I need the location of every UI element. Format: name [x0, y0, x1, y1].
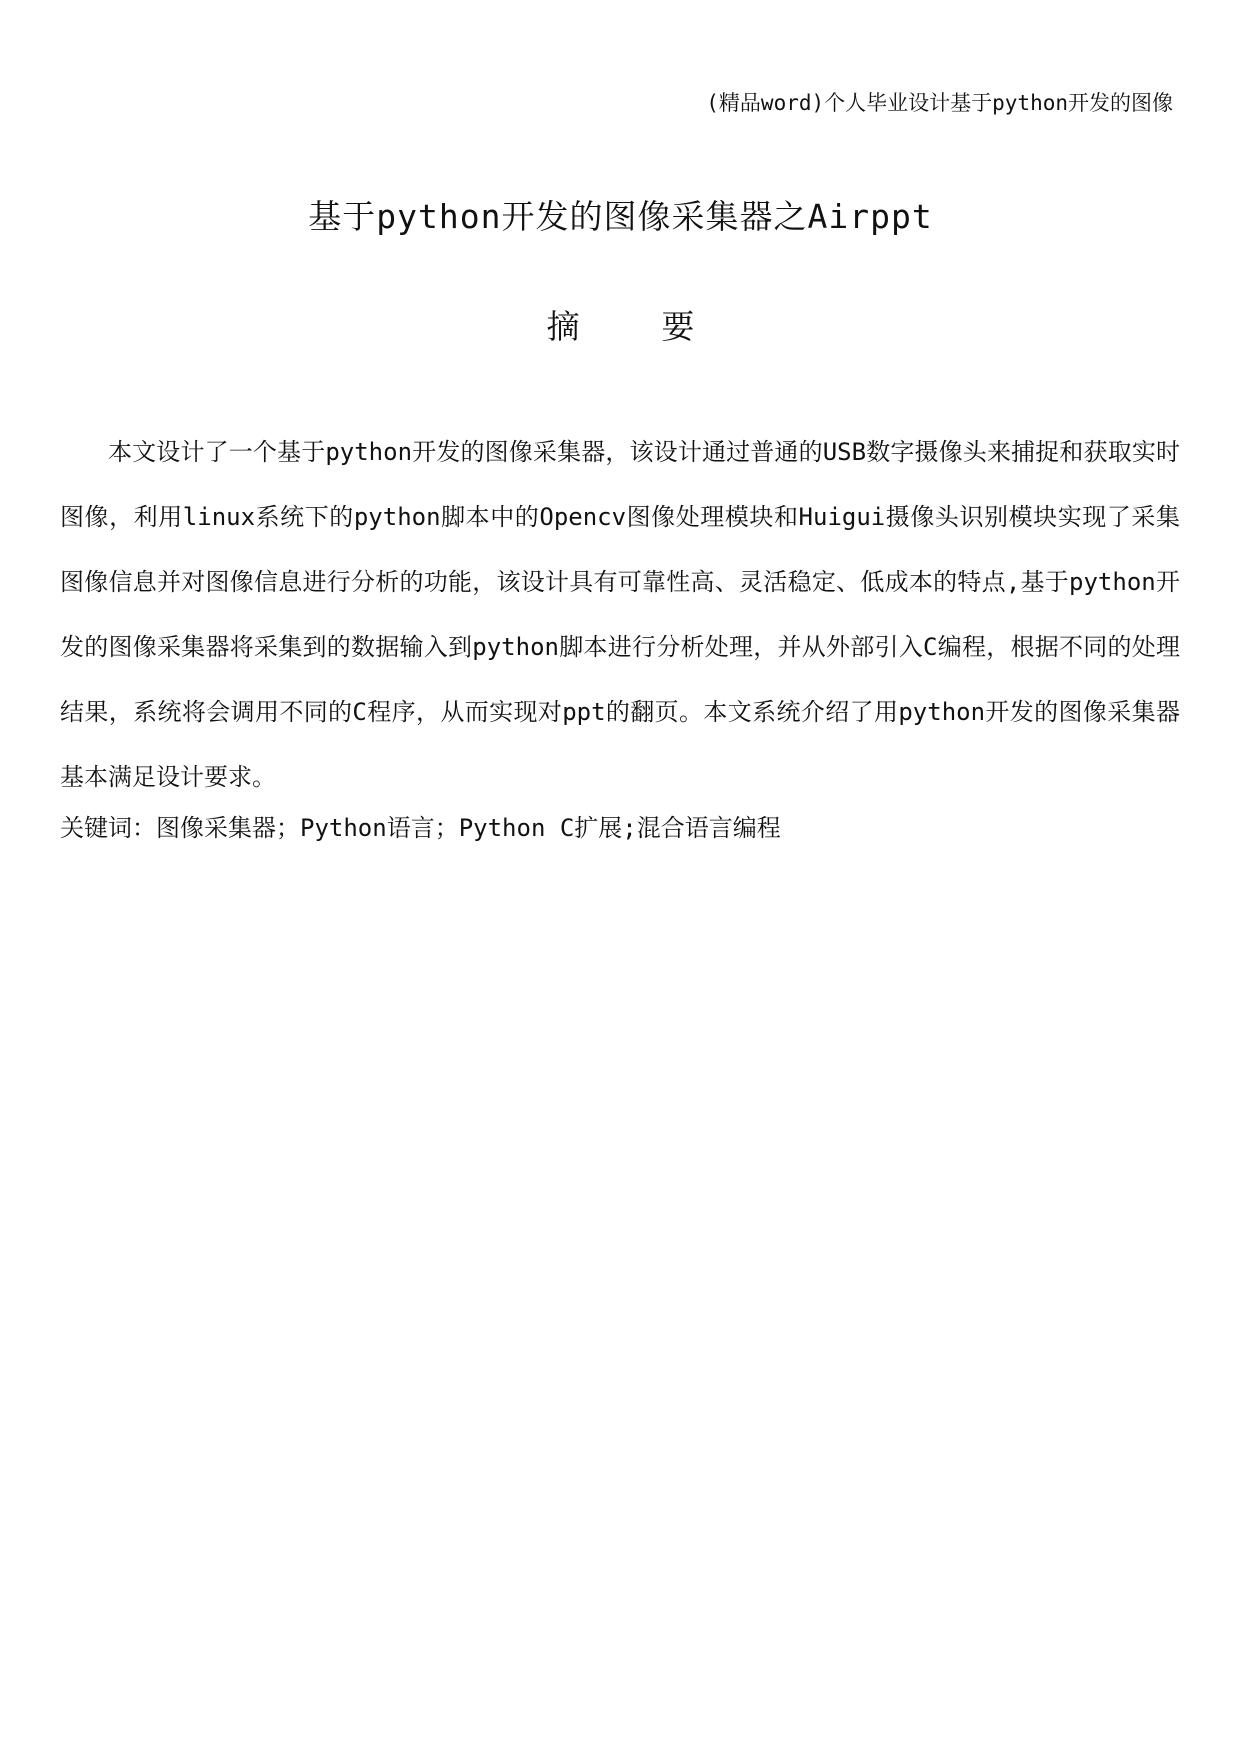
keywords-line: 关键词：图像采集器；Python语言；Python C扩展;混合语言编程 [60, 814, 781, 842]
running-header: (精品word)个人毕业设计基于python开发的图像 [706, 91, 1173, 115]
abstract-paragraph: 本文设计了一个基于python开发的图像采集器，该设计通过普通的USB数字摄像头来捕捉和获取实时图像，利用linux系统下的python脚本中的Opencv图像处理模块和Huigui摄像头识别模块实现了采集图像信息并对图像信息进行分析的功能，该设计具有可靠性高、灵活稳定、低成本的特点,基于python开发的图像采集器将采集到的数据输入到python脚本进行分析处理，并从外部引入C编程，根据不同的处理结果，系统将会调用不同的C程序，从而实现对ppt的翻页。本文系统介绍了用python开发的图像采集器基本满足设计要求。 [60, 438, 1180, 791]
document-title: 基于python开发的图像采集器之Airppt [308, 197, 933, 236]
abstract-heading: 摘 要 [546, 307, 695, 346]
